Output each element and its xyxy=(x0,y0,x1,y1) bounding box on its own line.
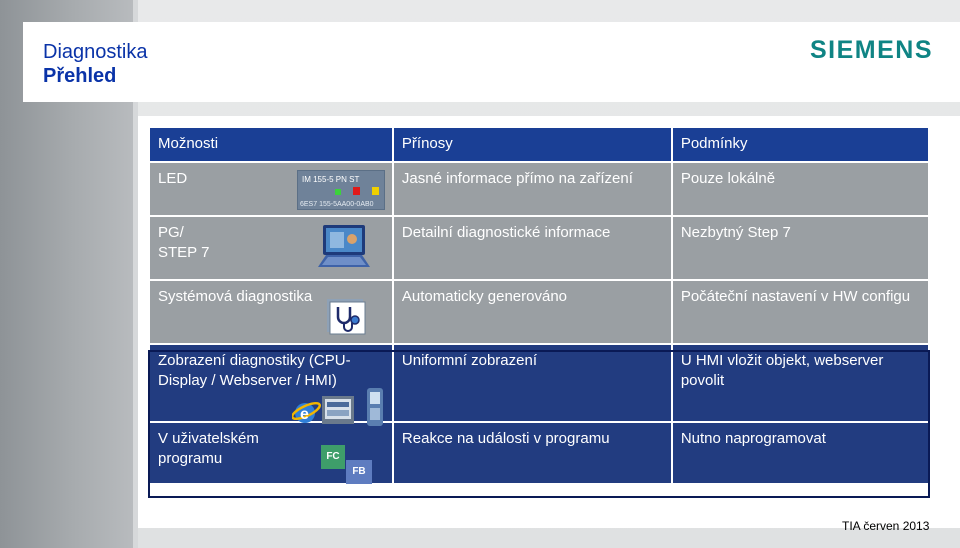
fb-label: FB xyxy=(352,466,366,477)
fc-label: FC xyxy=(326,451,340,462)
condition-cell: Nezbytný Step 7 xyxy=(673,217,928,279)
option-label: V uživatelském programu xyxy=(158,430,259,467)
benefit-cell: Jasné informace přímo na zařízení xyxy=(394,163,671,215)
benefit-cell: Uniformní zobrazení xyxy=(394,345,671,421)
column-header-conditions: Podmínky xyxy=(673,128,928,161)
condition-cell: Nutno naprogramovat xyxy=(673,423,928,483)
benefit-cell: Reakce na události v programu xyxy=(394,423,671,483)
benefit-cell: Detailní diagnostické informace xyxy=(394,217,671,279)
column-header-benefits: Přínosy xyxy=(394,128,671,161)
table-header-row xyxy=(150,128,928,161)
condition-cell: U HMI vložit objekt, webserver povolit xyxy=(673,345,928,421)
module-line2: 6ES7 155-5AA00-0AB0 xyxy=(300,201,374,208)
option-label: LED xyxy=(158,170,188,187)
column-header-options: Možnosti xyxy=(150,128,392,161)
option-label: Zobrazení diagnostiky (CPU-Display / Webserver / HMI) xyxy=(158,352,351,389)
condition-cell: Pouze lokálně xyxy=(673,163,928,215)
fb-block-icon xyxy=(346,460,372,484)
title-line2: Přehled xyxy=(43,65,117,87)
option-label: PG/ STEP 7 xyxy=(158,224,210,261)
module-line1: IM 155-5 PN ST xyxy=(302,175,360,184)
condition-cell: Počáteční nastavení v HW configu xyxy=(673,281,928,343)
page-title xyxy=(43,40,148,88)
table-row xyxy=(150,163,928,215)
table-row xyxy=(150,281,928,343)
stethoscope-icon xyxy=(327,299,367,335)
footer-text: TIA červen 2013 xyxy=(842,519,930,533)
benefit-cell: Automaticky generováno xyxy=(394,281,671,343)
siemens-logo: SIEMENS xyxy=(810,36,934,64)
option-label: Systémová diagnostika xyxy=(158,288,313,305)
browser-hmi-icon xyxy=(292,386,388,430)
table-row xyxy=(150,423,928,483)
table-row xyxy=(150,345,928,421)
title-line1: Diagnostika xyxy=(43,41,148,63)
svg-text:e: e xyxy=(300,406,309,423)
module-led-icon xyxy=(297,170,385,210)
fc-block-icon xyxy=(321,445,345,469)
laptop-icon xyxy=(316,223,372,271)
table-row xyxy=(150,217,928,279)
diagnostics-table xyxy=(148,126,930,485)
